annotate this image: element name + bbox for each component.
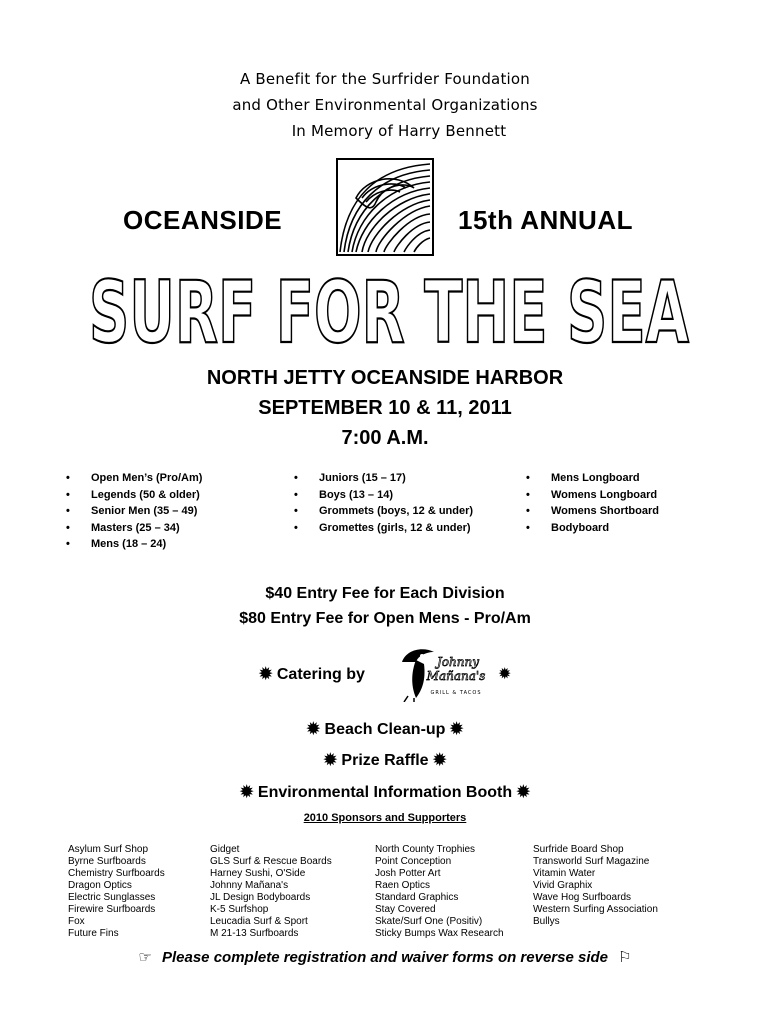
sponsor-item: Sticky Bumps Wax Research [375, 928, 504, 939]
divisions-column-2 [294, 470, 473, 536]
wave-logo-icon [336, 158, 434, 256]
division-item: • Mens Longboard [526, 470, 659, 487]
sponsors-column-3 [375, 844, 504, 940]
sponsor-item: Gidget [210, 844, 240, 855]
sponsor-item: Surfride Board Shop [533, 844, 624, 855]
division-item: • Grommets (boys, 12 & under) [294, 503, 473, 520]
footer-text: Please complete registration and waiver forms on reverse side [161, 949, 608, 966]
entry-fee-division: $40 Entry Fee for Each Division [265, 585, 505, 602]
sponsor-item: K-5 Surfshop [210, 904, 269, 915]
sponsors-column-2 [210, 844, 332, 940]
annual-heading: 15th ANNUAL [458, 205, 633, 235]
sponsor-item: North County Trophies [375, 844, 476, 855]
sponsor-item: Transworld Surf Magazine [533, 856, 650, 867]
entry-fee-open-mens: $80 Entry Fee for Open Mens - Pro/Am [239, 610, 531, 627]
sponsor-item: Dragon Optics [68, 880, 132, 891]
event-location: NORTH JETTY OCEANSIDE HARBOR [206, 367, 564, 389]
division-item: • Open Men’s (Pro/Am) [66, 470, 202, 487]
beach-cleanup-line [0, 719, 770, 739]
info-booth-label: Environmental Information Booth [257, 784, 513, 801]
sponsor-item: Standard Graphics [375, 892, 459, 903]
sponsor-item: M 21-13 Surfboards [210, 928, 299, 939]
sponsor-item: Future Fins [68, 928, 119, 939]
benefit-line-1: A Benefit for the Surfrider Foundation [240, 70, 530, 88]
benefit-line-2: and Other Environmental Organizations [232, 96, 538, 114]
star-icon: ✹ [498, 666, 512, 683]
star-icon: ✹ [323, 752, 337, 769]
sponsor-item: Electric Sunglasses [68, 892, 156, 903]
sponsor-item: Vivid Graphix [533, 880, 593, 891]
footer-note [0, 948, 770, 966]
sponsor-item: JL Design Bodyboards [210, 892, 311, 903]
catering-label: Catering by [276, 666, 365, 683]
prize-raffle-line [0, 750, 770, 770]
star-icon: ✹ [516, 784, 530, 801]
division-item: • Gromettes (girls, 12 & under) [294, 520, 473, 537]
star-icon: ✹ [449, 721, 464, 738]
sponsor-item: Josh Potter Art [375, 868, 441, 879]
sponsor-item: Harney Sushi, O'Side [210, 868, 306, 879]
sponsor-item: Byrne Surfboards [68, 856, 146, 867]
sponsor-item: Vitamin Water [533, 868, 596, 879]
memory-line: In Memory of Harry Bennett [291, 122, 507, 140]
sponsor-item: Leucadia Surf & Sport [210, 916, 308, 927]
sponsor-item: Johnny Mañana's [210, 880, 289, 891]
sponsor-item: Firewire Surfboards [68, 904, 156, 915]
sponsor-item: Stay Covered [375, 904, 436, 915]
sponsor-item: Bullys [533, 916, 560, 927]
sponsors-column-1 [68, 844, 165, 940]
event-dates: SEPTEMBER 10 & 11, 2011 [258, 397, 512, 419]
division-item: • Boys (13 – 14) [294, 487, 473, 504]
prize-raffle-label: Prize Raffle [341, 752, 429, 769]
sponsors-column-4 [533, 844, 658, 928]
sponsors-heading: 2010 Sponsors and Supporters [303, 812, 467, 824]
main-title-text: SURF FOR THE SEA [89, 263, 690, 352]
division-item: • Womens Shortboard [526, 503, 659, 520]
sponsor-item: Wave Hog Surfboards [533, 892, 632, 903]
oceanside-heading: OCEANSIDE [123, 205, 283, 235]
division-item: • Juniors (15 – 17) [294, 470, 473, 487]
division-item: • Mens (18 – 24) [66, 536, 202, 553]
sponsor-item: Skate/Surf One (Positiv) [375, 916, 483, 927]
division-item: • Womens Longboard [526, 487, 659, 504]
beach-cleanup-label: Beach Clean-up [324, 721, 446, 738]
sponsor-item: Fox [68, 916, 85, 927]
sponsor-item: Chemistry Surfboards [68, 868, 165, 879]
star-icon: ✹ [433, 752, 447, 769]
pointing-hand-icon: ☞ [138, 949, 152, 966]
star-icon: ✹ [259, 666, 273, 683]
divisions-column-1 [66, 470, 202, 553]
catering-line [259, 664, 365, 684]
caterer-name-line2: Mañana's [426, 669, 486, 683]
sponsor-item: Raen Optics [375, 880, 431, 891]
flag-icon: ⚐ [618, 949, 632, 966]
sponsor-item: Asylum Surf Shop [68, 844, 149, 855]
division-item: • Senior Men (35 – 49) [66, 503, 202, 520]
info-booth-line [0, 782, 770, 802]
division-item: • Masters (25 – 34) [66, 520, 202, 537]
surf-for-the-sea-title [84, 262, 694, 352]
caterer-name-line1: Johnny [437, 655, 479, 669]
johnny-mananas-logo [396, 640, 488, 702]
sponsor-item: Western Surfing Association [533, 904, 658, 915]
event-time: 7:00 A.M. [341, 427, 429, 449]
caterer-tagline: GRILL & TACOS [430, 690, 482, 696]
star-icon: ✹ [240, 784, 254, 801]
sponsor-item: GLS Surf & Rescue Boards [210, 856, 332, 867]
sponsor-item: Point Conception [375, 856, 452, 867]
division-item: • Legends (50 & older) [66, 487, 202, 504]
divisions-column-3 [526, 470, 659, 536]
star-icon: ✹ [306, 721, 321, 738]
division-item: • Bodyboard [526, 520, 659, 537]
